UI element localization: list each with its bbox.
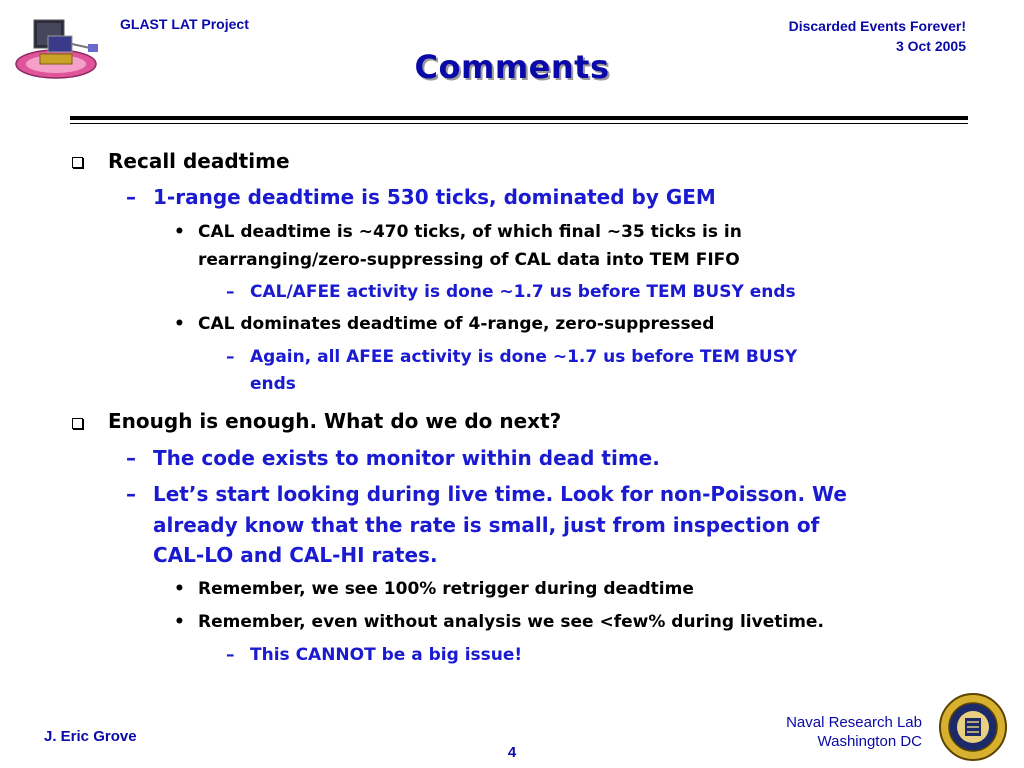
checkbox-bullet <box>72 418 83 429</box>
dash-marker: – <box>126 446 136 470</box>
bullet-level2: The code exists to monitor within dead time. <box>153 446 660 470</box>
dot-marker: • <box>174 222 185 242</box>
bullet-level2: Let’s start looking during live time. Look for non-Poisson. We <box>153 482 847 506</box>
bullet-level4: This CANNOT be a big issue! <box>250 645 523 665</box>
bullet-level4: CAL/AFEE activity is done ~1.7 us before TEM BUSY ends <box>250 282 796 302</box>
institution-line2: Washington DC <box>817 733 922 750</box>
dash-marker: – <box>226 347 235 367</box>
institution-line1: Naval Research Lab <box>786 714 922 731</box>
dot-marker: • <box>174 612 185 632</box>
dot-marker: • <box>174 314 185 334</box>
slide-title: Comments <box>414 48 610 86</box>
bullet-level3: Remember, we see 100% retrigger during deadtime <box>198 579 694 599</box>
dash-marker: – <box>126 185 136 209</box>
bullet-level3: Remember, even without analysis we see <few% during livetime. <box>198 612 824 632</box>
bullet-level2-continuation: CAL-LO and CAL-HI rates. <box>153 543 438 567</box>
bullet-level3: CAL dominates deadtime of 4-range, zero-suppressed <box>198 314 715 334</box>
dot-marker: • <box>174 579 185 599</box>
dash-marker: – <box>226 645 235 665</box>
bullet-level4: Again, all AFEE activity is done ~1.7 us before TEM BUSY <box>250 347 798 367</box>
bullet-level1: Recall deadtime <box>108 149 290 173</box>
talk-date: 3 Oct 2005 <box>895 38 966 54</box>
bullet-level2-continuation: already know that the rate is small, just from inspection of <box>153 513 820 537</box>
bullet-level4-continuation: ends <box>250 374 296 394</box>
institution <box>786 713 922 751</box>
project-name: GLAST LAT Project <box>120 16 249 32</box>
page-number: 4 <box>507 744 517 761</box>
title-rule-thin <box>70 123 968 124</box>
bullet-level3-continuation: rearranging/zero-suppressing of CAL data into TEM FIFO <box>198 250 740 270</box>
dash-marker: – <box>226 282 235 302</box>
bullet-level3: CAL deadtime is ~470 ticks, of which final ~35 ticks is in <box>198 222 742 242</box>
bullet-level2: 1-range deadtime is 530 ticks, dominated by GEM <box>153 185 716 209</box>
checkbox-bullet <box>72 157 83 168</box>
author: J. Eric Grove <box>44 728 137 745</box>
talk-title: Discarded Events Forever! <box>788 18 966 34</box>
dash-marker: – <box>126 482 136 506</box>
bullet-level1: Enough is enough. What do we do next? <box>108 409 562 433</box>
title-rule-thick <box>70 116 968 120</box>
nrl-seal-logo <box>938 692 1008 762</box>
